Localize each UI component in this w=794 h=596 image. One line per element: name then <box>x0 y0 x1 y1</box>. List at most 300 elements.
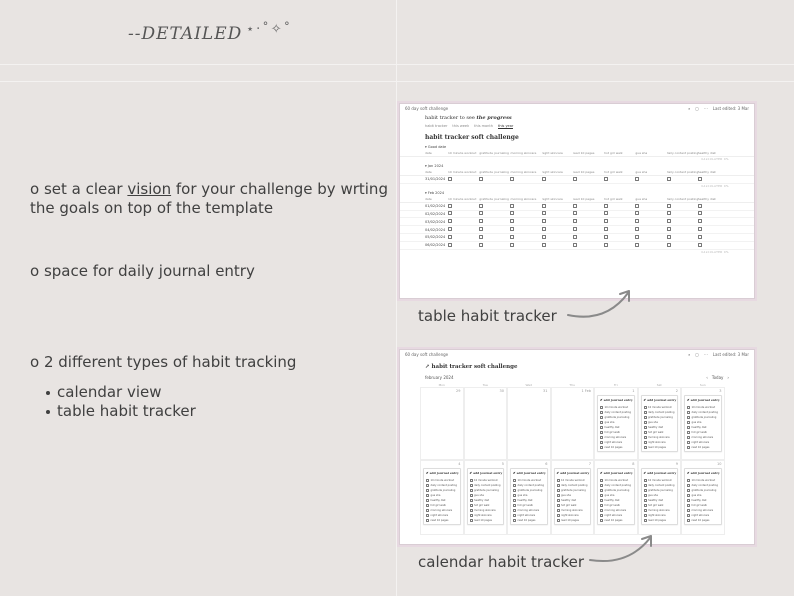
column-header: date <box>425 196 432 201</box>
habit-checkbox[interactable] <box>426 499 429 502</box>
habit-checkbox[interactable] <box>426 519 429 522</box>
prev-month-icon[interactable]: ‹ <box>706 375 708 380</box>
habit-checkbox[interactable] <box>687 406 690 409</box>
habit-checkbox[interactable] <box>510 235 514 239</box>
column-header: read 10 pages <box>572 196 595 201</box>
habit-checkbox[interactable] <box>448 204 452 208</box>
journal-entry-card[interactable] <box>597 468 635 525</box>
habit-checkbox[interactable] <box>557 489 560 492</box>
tab-this-year[interactable]: this year <box>497 124 514 128</box>
day-number: 3 <box>719 389 722 393</box>
weekday-label: Sun <box>699 383 706 387</box>
habit-item: 10 minute workout <box>470 478 502 483</box>
habit-checkbox[interactable] <box>644 421 647 424</box>
habit-checkbox[interactable] <box>479 204 483 208</box>
habit-checkbox[interactable] <box>644 509 647 512</box>
row-date: 02/02/2024 <box>425 211 446 216</box>
calendar-tracker-screenshot <box>400 350 754 544</box>
habit-checkbox[interactable] <box>542 177 546 181</box>
habit-checkbox[interactable] <box>557 484 560 487</box>
editor-label: Last edited: 3 Mar <box>712 106 749 111</box>
habit-checkbox[interactable] <box>573 235 577 239</box>
habit-checkbox[interactable] <box>667 204 671 208</box>
habit-checkbox[interactable] <box>448 177 452 181</box>
habit-checkbox[interactable] <box>667 243 671 247</box>
habit-checkbox[interactable] <box>557 479 560 482</box>
weekday-label: Mon <box>438 383 445 387</box>
table-groups <box>400 143 754 255</box>
group-header[interactable]: ▾ Feb 2024 <box>425 190 445 195</box>
column-header: 10 minute workout <box>448 151 477 155</box>
habit-cell <box>635 177 666 182</box>
habit-item: hot girl walk <box>557 503 589 508</box>
journal-entry-card[interactable] <box>467 468 505 525</box>
habit-checkbox[interactable] <box>542 204 546 208</box>
habit-checkbox[interactable] <box>426 514 429 517</box>
tab-habit-tracker[interactable]: habit tracker <box>425 124 448 128</box>
habit-cell <box>479 243 510 248</box>
calendar-grid <box>400 387 754 535</box>
habit-checkbox[interactable] <box>513 509 516 512</box>
habit-item: gratitude journaling <box>470 488 502 493</box>
habit-item: night skincare <box>513 513 545 518</box>
habit-cell <box>448 204 479 209</box>
journal-entry-card[interactable] <box>684 395 722 452</box>
habit-checkbox[interactable] <box>510 219 514 223</box>
habit-checkbox[interactable] <box>573 177 577 181</box>
goal-title-text: habit tracker to see <box>425 115 477 121</box>
habit-checkbox[interactable] <box>479 243 483 247</box>
habit-checkbox[interactable] <box>470 514 473 517</box>
table-row[interactable] <box>400 218 754 226</box>
habit-cell <box>510 243 541 248</box>
habit-checkbox[interactable] <box>470 504 473 507</box>
habit-checkbox[interactable] <box>644 406 647 409</box>
habit-checkbox[interactable] <box>573 219 577 223</box>
journal-entry-card[interactable] <box>641 395 679 452</box>
calendar-day[interactable] <box>507 387 551 460</box>
calendar-day[interactable] <box>551 387 595 460</box>
habit-item: read 10 pages <box>687 518 719 523</box>
habit-item: 10 minute workout <box>426 478 458 483</box>
habit-cell <box>667 235 698 240</box>
habit-checkbox[interactable] <box>510 243 514 247</box>
goal-title-emphasis: the progress <box>476 115 512 121</box>
habit-checkbox[interactable] <box>513 484 516 487</box>
habit-checkbox[interactable] <box>426 479 429 482</box>
day-number: 2 <box>675 389 678 393</box>
habit-checkbox[interactable] <box>448 219 452 223</box>
habit-checkbox[interactable] <box>698 243 702 247</box>
column-header: healthy diet <box>697 170 716 174</box>
habit-cell <box>604 177 635 182</box>
habit-checkbox[interactable] <box>510 227 514 231</box>
column-header: healthy diet <box>697 196 716 201</box>
next-month-icon[interactable]: › <box>727 375 729 380</box>
journal-entry-card[interactable] <box>423 468 461 525</box>
habit-checkbox[interactable] <box>698 204 702 208</box>
habit-checkbox[interactable] <box>604 227 608 231</box>
journal-entry-card[interactable] <box>597 395 635 452</box>
habit-checkbox[interactable] <box>600 504 603 507</box>
habit-checkbox[interactable] <box>470 519 473 522</box>
vision-link: vision <box>127 180 172 198</box>
tab-this-month[interactable]: this month <box>474 124 493 128</box>
column-header: date <box>425 170 432 174</box>
habit-checkbox[interactable] <box>479 227 483 231</box>
habit-checkbox[interactable] <box>687 519 690 522</box>
day-number: 30 <box>499 389 504 393</box>
search-icon: ⌕ <box>688 352 691 357</box>
habit-checkbox[interactable] <box>470 499 473 502</box>
habit-checkbox[interactable] <box>542 243 546 247</box>
feature-journal: o space for daily journal entry <box>30 262 255 280</box>
row-date: 03/02/2024 <box>425 219 446 224</box>
habit-checkbox[interactable] <box>573 243 577 247</box>
column-header: daily content posting <box>666 151 698 155</box>
habit-checkbox[interactable] <box>470 494 473 497</box>
habit-item: read 10 pages <box>470 518 502 523</box>
habit-checkbox[interactable] <box>542 235 546 239</box>
habit-cell <box>542 211 573 216</box>
calendar-day[interactable] <box>551 460 595 535</box>
habit-checkbox[interactable] <box>644 494 647 497</box>
weekday-label: Sat <box>656 383 662 387</box>
habit-item: gua sha <box>426 493 458 498</box>
habit-checkbox[interactable] <box>600 479 603 482</box>
habit-checkbox[interactable] <box>479 177 483 181</box>
calendar-day[interactable] <box>594 387 638 460</box>
habit-checkbox[interactable] <box>573 204 577 208</box>
habit-checkbox[interactable] <box>604 211 608 215</box>
habit-cell <box>698 177 729 182</box>
habit-cell <box>542 235 573 240</box>
habit-checkbox[interactable] <box>426 484 429 487</box>
habit-checkbox[interactable] <box>698 177 702 181</box>
group-header[interactable]: ▾ Good date <box>425 145 447 149</box>
calendar-day[interactable] <box>638 387 682 460</box>
habit-cell <box>573 211 604 216</box>
habit-checkbox[interactable] <box>667 227 671 231</box>
habit-cell <box>448 243 479 248</box>
habit-item: read 10 pages <box>600 518 632 523</box>
habit-checkbox[interactable] <box>600 514 603 517</box>
habit-item: gratitude journaling <box>687 415 719 420</box>
calendar-day[interactable] <box>420 460 464 535</box>
caption-table: table habit tracker <box>418 307 557 325</box>
habit-checkbox[interactable] <box>600 484 603 487</box>
habit-checkbox[interactable] <box>600 421 603 424</box>
habit-checkbox[interactable] <box>448 211 452 215</box>
habit-checkbox[interactable] <box>687 446 690 449</box>
column-header: gua sha <box>635 151 648 155</box>
habit-checkbox[interactable] <box>644 441 647 444</box>
habit-checkbox[interactable] <box>542 219 546 223</box>
habit-checkbox[interactable] <box>698 219 702 223</box>
journal-entry-card[interactable] <box>684 468 722 525</box>
table-row[interactable] <box>400 242 754 250</box>
habit-item: healthy diet <box>687 425 719 430</box>
calendar-day[interactable] <box>681 460 725 535</box>
table-row[interactable] <box>400 176 754 184</box>
feature-goals-line2: the goals on top of the template <box>30 199 274 217</box>
habit-checkbox[interactable] <box>600 441 603 444</box>
habit-checkbox[interactable] <box>644 484 647 487</box>
caption-calendar: calendar habit tracker <box>418 553 585 571</box>
habit-cell <box>604 219 635 224</box>
habit-checkbox[interactable] <box>687 416 690 419</box>
habit-checkbox[interactable] <box>635 211 639 215</box>
habit-checkbox[interactable] <box>644 426 647 429</box>
habit-item: 10 minute workout <box>687 478 719 483</box>
tab-this-week[interactable]: this week <box>452 124 470 128</box>
habit-checkbox[interactable] <box>470 509 473 512</box>
calendar-day[interactable] <box>681 387 725 460</box>
habit-checkbox[interactable] <box>448 235 452 239</box>
habit-checkbox[interactable] <box>635 219 639 223</box>
habit-checkbox[interactable] <box>513 514 516 517</box>
habit-checkbox[interactable] <box>644 431 647 434</box>
habit-item: gua sha <box>600 493 632 498</box>
habit-item: morning skincare <box>426 508 458 513</box>
column-header: gua sha <box>635 196 648 201</box>
habit-item: healthy diet <box>644 498 676 503</box>
habit-checkbox[interactable] <box>513 489 516 492</box>
habit-checkbox[interactable] <box>448 227 452 231</box>
habit-checkbox[interactable] <box>604 219 608 223</box>
group-header[interactable]: ▾ Jan 2024 <box>425 164 444 168</box>
habit-checkbox[interactable] <box>479 211 483 215</box>
journal-entry-card[interactable] <box>641 468 679 525</box>
habit-checkbox[interactable] <box>687 411 690 414</box>
habit-checkbox[interactable] <box>644 411 647 414</box>
day-number: 1 Feb <box>581 389 591 393</box>
habit-checkbox[interactable] <box>687 494 690 497</box>
habit-cell <box>667 177 698 182</box>
habit-checkbox[interactable] <box>687 421 690 424</box>
habit-checkbox[interactable] <box>644 499 647 502</box>
entry-title: ✐ add journal entry <box>469 470 503 475</box>
habit-checkbox[interactable] <box>557 519 560 522</box>
table-row[interactable] <box>400 211 754 219</box>
habit-checkbox[interactable] <box>687 441 690 444</box>
habit-checkbox[interactable] <box>448 243 452 247</box>
habit-checkbox[interactable] <box>635 243 639 247</box>
column-header: date <box>425 151 432 155</box>
day-number: 7 <box>588 462 591 466</box>
habit-checkbox[interactable] <box>510 211 514 215</box>
habit-cell <box>510 235 541 240</box>
habit-item: morning skincare <box>470 508 502 513</box>
calendar-title: ↗ habit tracker soft challenge <box>425 364 518 370</box>
habit-cell <box>510 211 541 216</box>
habit-checkbox[interactable] <box>513 504 516 507</box>
habit-item: night skincare <box>470 513 502 518</box>
habit-checkbox[interactable] <box>698 235 702 239</box>
habit-checkbox[interactable] <box>667 235 671 239</box>
habit-checkbox[interactable] <box>479 219 483 223</box>
habit-checkbox[interactable] <box>600 436 603 439</box>
habit-checkbox[interactable] <box>513 519 516 522</box>
habit-checkbox[interactable] <box>687 489 690 492</box>
habit-cell <box>667 227 698 232</box>
habit-checkbox[interactable] <box>644 514 647 517</box>
habit-checkbox[interactable] <box>600 406 603 409</box>
column-header: daily content posting <box>666 196 698 201</box>
habit-item: read 10 pages <box>687 445 719 450</box>
entry-title: ✐ add journal entry <box>687 470 720 475</box>
habit-cell <box>573 219 604 224</box>
habit-item: gratitude journaling <box>513 488 545 493</box>
habit-checkbox[interactable] <box>600 499 603 502</box>
habit-checkbox[interactable] <box>687 436 690 439</box>
habit-checkbox[interactable] <box>635 235 639 239</box>
day-number: 4 <box>458 462 461 466</box>
habit-checkbox[interactable] <box>510 177 514 181</box>
habit-checkbox[interactable] <box>600 519 603 522</box>
habit-checkbox[interactable] <box>644 436 647 439</box>
habit-cell <box>542 204 573 209</box>
habit-checkbox[interactable] <box>698 227 702 231</box>
habit-checkbox[interactable] <box>479 235 483 239</box>
habit-checkbox[interactable] <box>426 504 429 507</box>
habit-checkbox[interactable] <box>600 489 603 492</box>
habit-checkbox[interactable] <box>470 479 473 482</box>
habit-checkbox[interactable] <box>600 446 603 449</box>
habit-checkbox[interactable] <box>687 509 690 512</box>
habit-checkbox[interactable] <box>600 411 603 414</box>
habit-checkbox[interactable] <box>698 211 702 215</box>
habit-item: morning skincare <box>513 508 545 513</box>
curved-arrow-icon <box>566 285 636 321</box>
calendar-day[interactable] <box>638 460 682 535</box>
habit-checkbox[interactable] <box>426 494 429 497</box>
habit-cell <box>448 235 479 240</box>
habit-item: morning skincare <box>644 435 676 440</box>
habit-item: gua sha <box>644 493 676 498</box>
habit-item: read 10 pages <box>644 518 676 523</box>
habit-cell <box>542 227 573 232</box>
habit-checkbox[interactable] <box>573 227 577 231</box>
habit-checkbox[interactable] <box>635 204 639 208</box>
habit-checkbox[interactable] <box>644 504 647 507</box>
habit-checkbox[interactable] <box>687 484 690 487</box>
bullet-calendar-view: calendar view <box>46 383 196 402</box>
habit-checkbox[interactable] <box>557 494 560 497</box>
habit-checkbox[interactable] <box>470 489 473 492</box>
journal-entry-card[interactable] <box>510 468 548 525</box>
habit-checkbox[interactable] <box>510 204 514 208</box>
calendar-day[interactable] <box>420 387 464 460</box>
journal-entry-card[interactable] <box>554 468 592 525</box>
habit-checkbox[interactable] <box>604 235 608 239</box>
habit-item: hot girl walk <box>687 503 719 508</box>
entry-title: ✐ add journal entry <box>600 470 633 475</box>
habit-item: daily content posting <box>470 483 502 488</box>
habit-item: gratitude journaling <box>426 488 458 493</box>
habit-item: read 10 pages <box>513 518 545 523</box>
habit-item: daily content posting <box>687 483 719 488</box>
habit-checkbox[interactable] <box>687 431 690 434</box>
day-number: 31 <box>543 389 548 393</box>
habit-checkbox[interactable] <box>600 426 603 429</box>
calendar-day[interactable] <box>464 387 508 460</box>
habit-checkbox[interactable] <box>644 519 647 522</box>
habit-checkbox[interactable] <box>667 219 671 223</box>
habit-checkbox[interactable] <box>604 243 608 247</box>
habit-checkbox[interactable] <box>600 416 603 419</box>
habit-checkbox[interactable] <box>600 509 603 512</box>
table-row[interactable] <box>400 234 754 242</box>
workspace-name: 60 day soft challenge <box>405 352 449 357</box>
habit-item: hot girl walk <box>600 430 632 435</box>
habit-checkbox[interactable] <box>513 479 516 482</box>
habit-checkbox[interactable] <box>687 504 690 507</box>
today-button[interactable]: Today <box>711 375 724 380</box>
habit-checkbox[interactable] <box>426 489 429 492</box>
habit-cell <box>667 204 698 209</box>
habit-checkbox[interactable] <box>667 177 671 181</box>
calendar-day[interactable] <box>464 460 508 535</box>
habit-item: hot girl walk <box>513 503 545 508</box>
habit-checkbox[interactable] <box>644 416 647 419</box>
table-header <box>400 169 754 176</box>
table-row[interactable] <box>400 226 754 234</box>
habit-checkbox[interactable] <box>644 479 647 482</box>
column-header: read 10 pages <box>572 170 595 174</box>
habit-checkbox[interactable] <box>513 494 516 497</box>
habit-checkbox[interactable] <box>604 204 608 208</box>
habit-cell <box>573 177 604 182</box>
calendar-day[interactable] <box>507 460 551 535</box>
habit-checkbox[interactable] <box>557 504 560 507</box>
habit-checkbox[interactable] <box>635 227 639 231</box>
habit-cell <box>698 211 729 216</box>
habit-item: gua sha <box>557 493 589 498</box>
habit-checkbox[interactable] <box>573 211 577 215</box>
habit-checkbox[interactable] <box>542 227 546 231</box>
habit-checkbox[interactable] <box>644 446 647 449</box>
habit-cell <box>635 243 666 248</box>
habit-checkbox[interactable] <box>600 494 603 497</box>
habit-checkbox[interactable] <box>635 177 639 181</box>
habit-checkbox[interactable] <box>470 484 473 487</box>
habit-checkbox[interactable] <box>687 479 690 482</box>
habit-checkbox[interactable] <box>557 514 560 517</box>
habit-checkbox[interactable] <box>687 499 690 502</box>
habit-cell <box>479 177 510 182</box>
calendar-day[interactable] <box>594 460 638 535</box>
table-row[interactable] <box>400 203 754 211</box>
habit-item: gratitude journaling <box>644 415 676 420</box>
habit-item: gratitude journaling <box>557 488 589 493</box>
habit-checkbox[interactable] <box>687 514 690 517</box>
habit-checkbox[interactable] <box>557 499 560 502</box>
habit-checkbox[interactable] <box>667 211 671 215</box>
habit-checkbox[interactable] <box>513 499 516 502</box>
habit-checkbox[interactable] <box>542 211 546 215</box>
habit-checkbox[interactable] <box>687 426 690 429</box>
habit-checkbox[interactable] <box>644 489 647 492</box>
habit-checkbox[interactable] <box>426 509 429 512</box>
habit-checkbox[interactable] <box>600 431 603 434</box>
habit-checkbox[interactable] <box>604 177 608 181</box>
habit-checkbox[interactable] <box>557 509 560 512</box>
habit-cell <box>479 204 510 209</box>
column-header: read 10 pages <box>572 151 595 155</box>
habit-item: 10 minute workout <box>600 478 632 483</box>
habit-item: morning skincare <box>600 508 632 513</box>
